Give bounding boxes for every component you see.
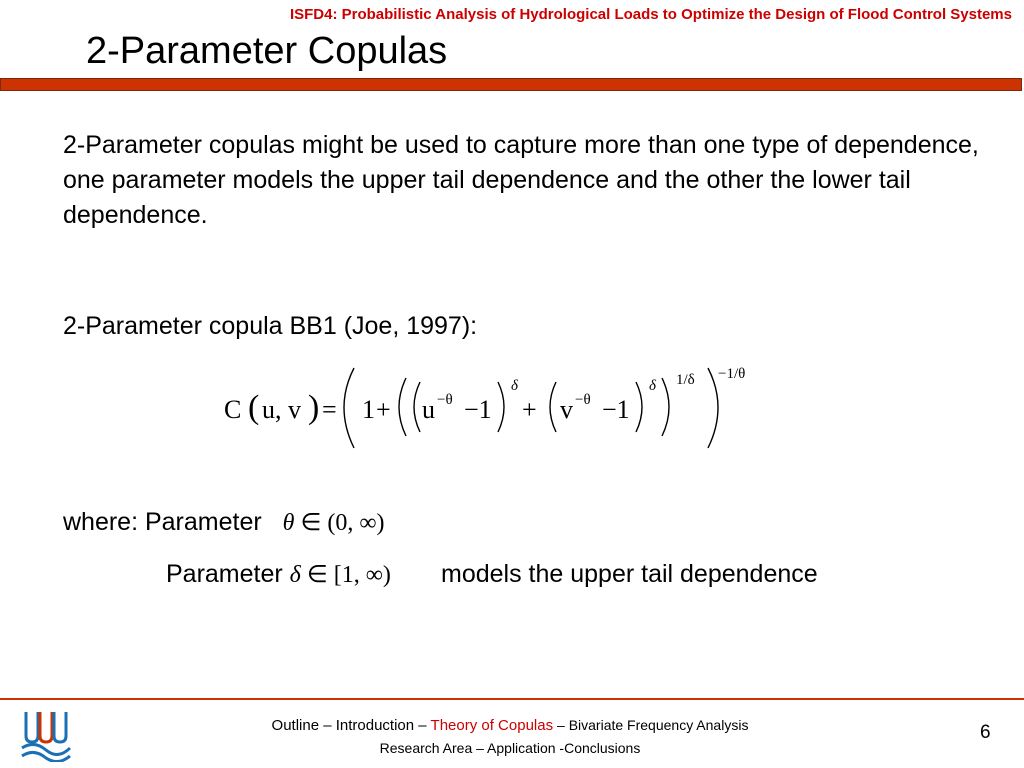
nav-theory-of-copulas[interactable]: Theory of Copulas (430, 717, 554, 734)
title-underline-bar (0, 78, 1022, 91)
where-line (63, 508, 384, 537)
bb1-equation (222, 360, 762, 455)
delta-in: ∈ (306, 562, 328, 588)
nav-outline-intro[interactable]: Outline – Introduction – (271, 717, 431, 734)
eq-equals: = (322, 395, 337, 424)
course-title: ISFD4: Probabilistic Analysis of Hydrological Loads to Optimize the Design of Flood Control Systems (289, 6, 1012, 23)
eq-plus-1: + (376, 395, 391, 424)
param-label: Parameter (166, 560, 283, 588)
eq-mid-lparen (399, 378, 406, 436)
delta-symbol: δ (289, 562, 301, 588)
eq-delta-exp-2: δ (649, 378, 656, 394)
eq-mid-rparen (662, 378, 669, 436)
eq-big-lparen (344, 368, 354, 448)
slide-title: 2-Parameter Copulas (86, 30, 448, 72)
footer-navigation (170, 714, 850, 759)
theta-in: ∈ (300, 510, 322, 536)
eq-one: 1 (362, 395, 375, 424)
eq-lparen-1: ( (248, 389, 260, 426)
delta-interval: 1, ∞ (341, 562, 383, 588)
theta-range: θ ∈ (0, ∞) (282, 510, 385, 536)
page-number: 6 (980, 722, 991, 743)
eq-outer-exp: 1/δ (676, 372, 695, 388)
eq-u-exp: −θ (437, 392, 453, 408)
footer-divider (0, 698, 1024, 700)
eq-minus-one-2: −1 (602, 395, 630, 424)
eq-big-rparen (708, 368, 718, 448)
nav-bivariate[interactable]: Bivariate Frequency Analysis (568, 717, 749, 733)
eq-inner-lparen-1 (414, 382, 420, 432)
eq-args: u, v (262, 395, 301, 424)
eq-rparen-1: ) (308, 389, 320, 426)
eq-minus-one-1: −1 (464, 395, 492, 424)
where-label: where: Parameter (63, 508, 262, 536)
eq-inner-lparen-2 (550, 382, 556, 432)
nav-sep: – (553, 717, 569, 733)
eq-v-exp: −θ (575, 392, 591, 408)
paragraph-description: 2-Parameter copulas might be used to capture more than one type of dependence, one parameter models the upper tail dependence and the other the lower tail dependence. (63, 131, 979, 229)
eq-v: v (560, 395, 573, 424)
eq-u: u (422, 395, 435, 424)
theta-symbol: θ (282, 510, 295, 536)
models-text: models the upper tail dependence (441, 560, 818, 588)
theta-interval: 0, ∞ (335, 510, 377, 536)
delta-range: δ ∈ [1, ∞) (289, 562, 391, 588)
param-delta-line (166, 560, 391, 589)
eq-delta-exp-1: δ (511, 378, 518, 394)
eq-inner-rparen-2 (636, 382, 642, 432)
eq-plus-2: + (522, 395, 537, 424)
paragraph-bb1-heading: 2-Parameter copula BB1 (Joe, 1997): (63, 312, 478, 340)
nav-line2[interactable]: Research Area – Application -Conclusions (379, 740, 641, 756)
eq-C: C (224, 395, 242, 424)
eq-inner-rparen-1 (498, 382, 504, 432)
university-logo (18, 706, 74, 762)
eq-final-exp: −1/θ (718, 366, 746, 382)
